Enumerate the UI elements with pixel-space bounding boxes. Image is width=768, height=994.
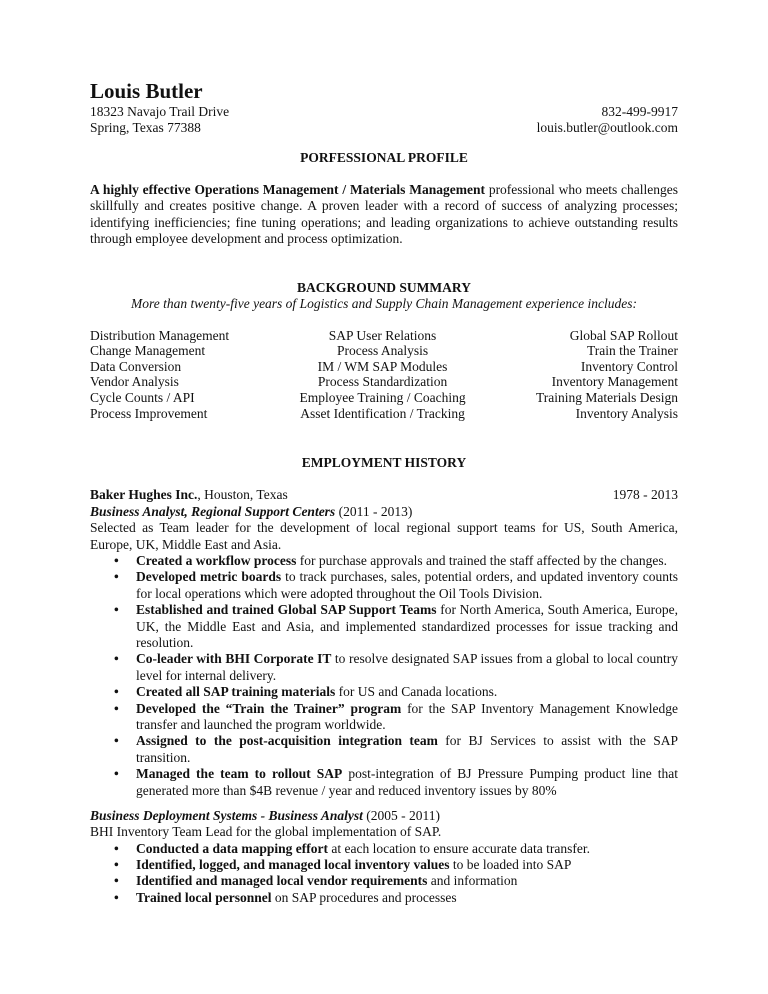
company-location: , Houston, Texas [197,487,288,503]
phone-number: 832-499-9917 [601,104,678,119]
company-line [90,487,678,503]
achievement-highlight: Developed metric boards [136,569,282,585]
achievement-highlight: Co-leader with BHI Corporate IT [136,651,332,667]
job-title: Business Deployment Systems - Business Analyst [90,808,363,824]
skills-grid [90,328,678,422]
skill-item: IM / WM SAP Modules [317,358,448,374]
job-dates: (2011 - 2013) [335,504,413,520]
skill-item: Employee Training / Coaching [299,390,466,405]
achievement-text: for North America, South America, Europe, UK, the Middle East and Asia, and implemented standardized processes for issue tracking and resolution. [136,602,678,651]
job-summary: Selected as Team leader for the development of local regional support teams for US, South America, Europe, UK, Middle East and Asia. [90,520,678,552]
achievement-text: post-integration of BJ Pressure Pumping product line that generated more than $4B revenue / year and reduced inventory issues by 80% [136,766,678,798]
achievement-item [136,766,678,799]
achievement-item [136,733,678,766]
achievement-text: to resolve designated SAP issues from a global to local country level for internal delivery. [136,651,678,683]
skill-item: Process Standardization [317,374,448,390]
skill-item: Process Improvement [90,405,208,421]
skill-item: SAP User Relations [328,327,437,343]
achievement-highlight: Trained local personnel [136,889,272,905]
profile-text: professional who meets challenges skillfully and creates positive change. A proven leader with a record of success of analyzing processes; identifying inefficiencies; fine tuning operations; and leading organizations to achieve outstanding results through employee development and process optimization. [90,182,678,247]
achievement-text: for the SAP Inventory Management Knowledge transfer and launched the program worldwide. [136,700,678,733]
job-dates: (2005 - 2011) [362,808,441,824]
skill-item: Vendor Analysis [90,374,179,390]
achievement-item [136,569,678,602]
achievement-item [136,684,678,700]
achievement-highlight: Identified and managed local vendor requirements [136,873,428,889]
skill-item: Cycle Counts / API [90,390,195,405]
achievement-highlight: Created all SAP training materials [136,684,336,700]
employment-years: 1978 - 2013 [612,487,678,503]
job-achievements-list [90,841,678,907]
achievement-item [136,651,678,684]
achievement-highlight: Assigned to the post-acquisition integration team [136,733,438,749]
skill-item: Change Management [90,343,206,359]
achievement-item [136,873,678,889]
achievement-text: and information [427,873,518,889]
achievement-item [136,841,678,857]
employment-heading: EMPLOYMENT HISTORY [301,455,467,471]
skill-item: Global SAP Rollout [569,327,678,343]
company-info [90,487,288,503]
job-title-line [90,503,678,520]
achievement-text: for purchase approvals and trained the staff affected by the changes. [296,553,667,568]
skill-item: Process Analysis [336,343,429,359]
achievement-text: on SAP procedures and processes [271,889,457,905]
skill-item: Train the Trainer [586,343,678,359]
address-line-1: 18323 Navajo Trail Drive [90,104,230,119]
skills-column-3 [536,328,678,422]
background-subtitle: More than twenty-five years of Logistics and Supply Chain Management experience includes: [130,295,637,311]
skill-item: Distribution Management [90,327,230,343]
skills-column-1 [90,328,229,422]
skills-column-2 [299,328,465,422]
job-title-line [90,807,678,824]
achievement-item [136,701,678,734]
job-title: Business Analyst, Regional Support Centers [90,504,336,520]
achievement-text: at each location to ensure accurate data transfer. [328,840,590,856]
achievement-highlight: Managed the team to rollout SAP [136,766,343,782]
background-heading: BACKGROUND SUMMARY [297,279,471,295]
achievement-highlight: Developed the “Train the Trainer” program [136,700,402,716]
skill-item: Inventory Control [580,358,678,374]
achievement-item [136,857,678,873]
contact-row-1 [90,104,678,120]
address-line-2: Spring, Texas 77388 [90,120,201,135]
profile-lead: A highly effective Operations Management / Materials Management [90,182,485,197]
job-achievements-list [90,553,678,799]
achievement-highlight: Conducted a data mapping effort [136,840,329,856]
contact-row-2 [90,120,678,136]
skill-item: Inventory Management [551,374,678,390]
achievement-highlight: Identified, logged, and managed local inventory values [136,856,450,872]
profile-heading: PORFESSIONAL PROFILE [300,150,468,165]
achievement-item [136,602,678,651]
company-name: Baker Hughes Inc. [90,487,198,503]
skill-item: Training Materials Design [535,390,678,405]
achievement-highlight: Established and trained Global SAP Support Teams [136,602,437,618]
achievement-item [136,553,678,569]
job-summary: BHI Inventory Team Lead for the global implementation of SAP. [90,824,442,840]
achievement-text: to be loaded into SAP [449,856,572,872]
skill-item: Inventory Analysis [575,405,678,421]
skill-item: Asset Identification / Tracking [300,405,465,421]
achievement-item [136,890,678,906]
achievement-highlight: Created a workflow process [136,553,297,568]
achievement-text: for BJ Services to assist with the SAP transition. [136,733,678,765]
achievement-text: for US and Canada locations. [335,684,498,700]
skill-item: Data Conversion [90,358,182,374]
achievement-text: to track purchases, sales, potential orders, and updated inventory counts for local operations which were adopted throughout the Oil Tools Division. [136,569,678,601]
profile-paragraph [90,182,678,248]
email-address: louis.butler@outlook.com [536,120,678,135]
candidate-name: Louis Butler [90,79,203,103]
